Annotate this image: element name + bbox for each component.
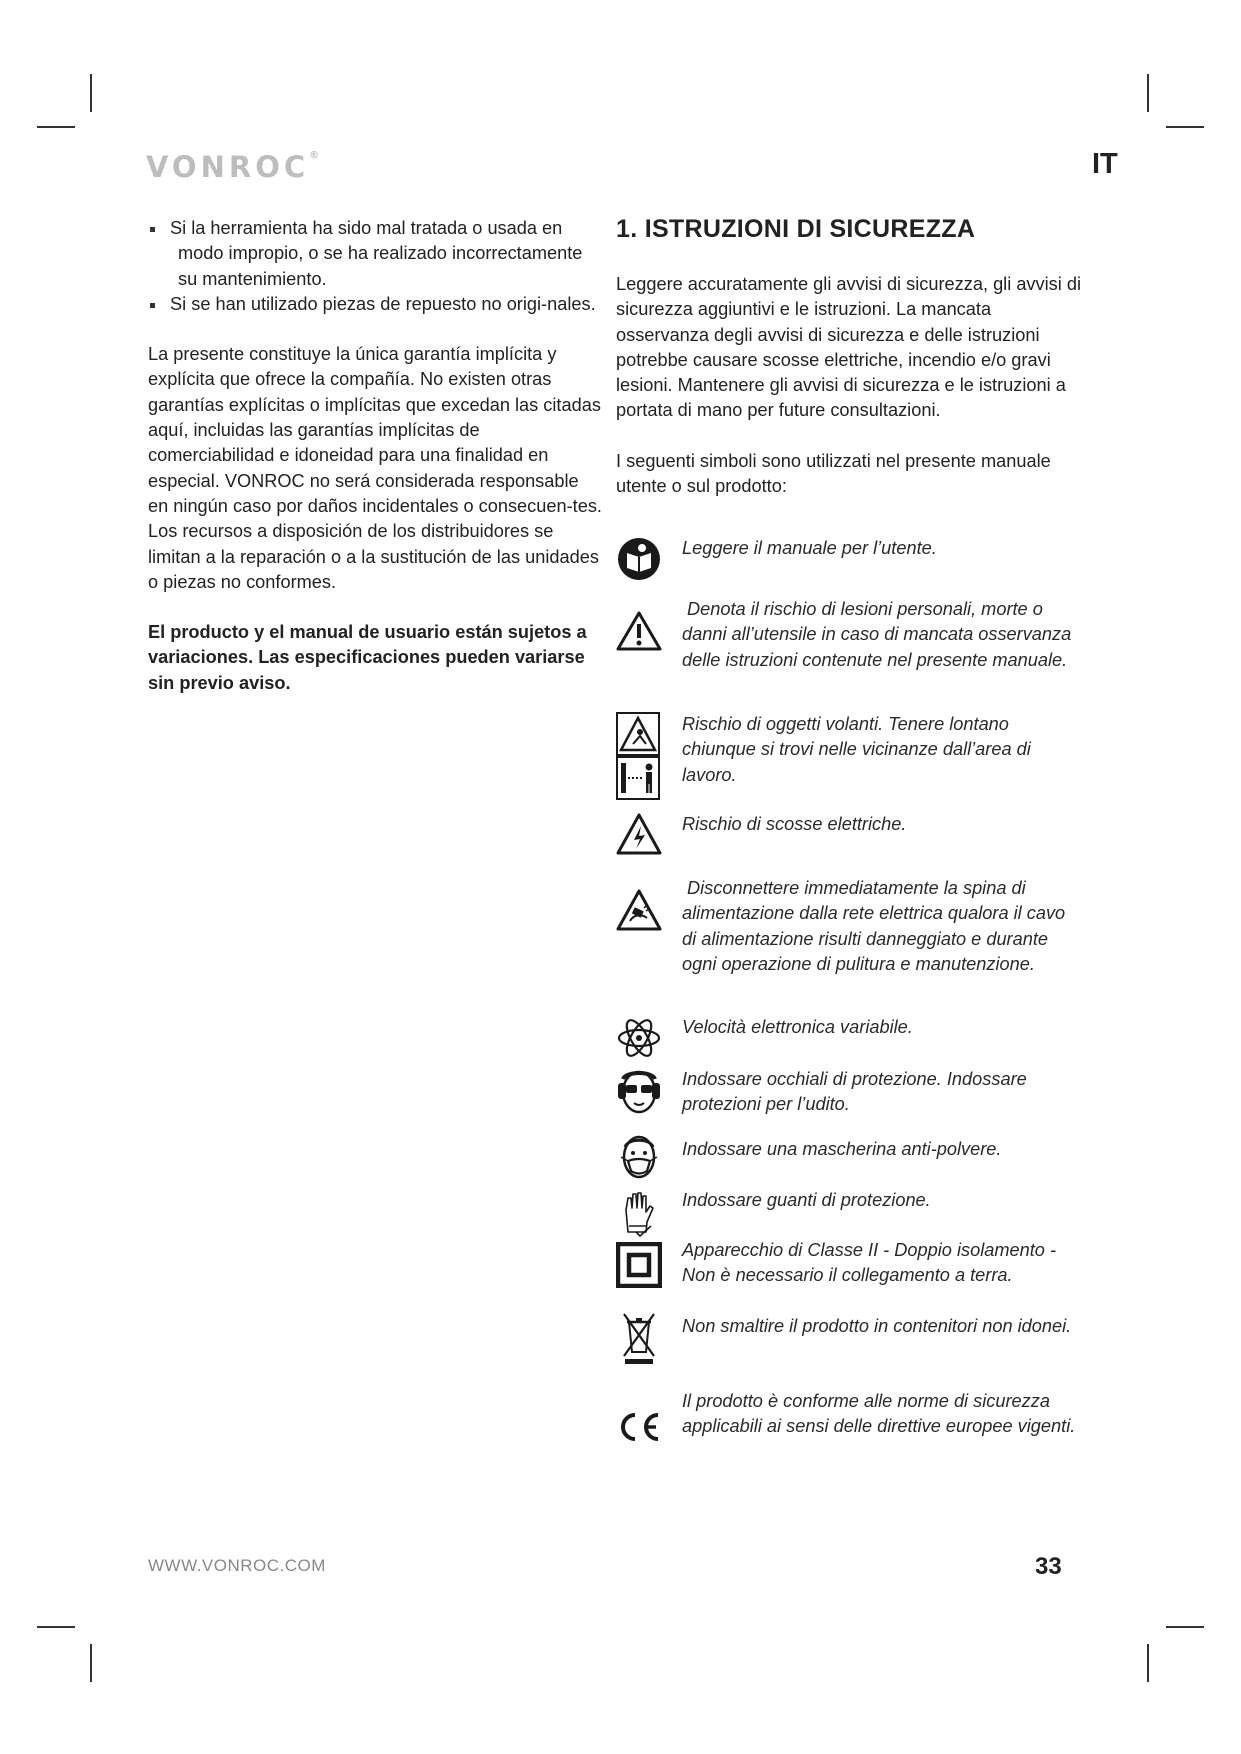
symbols-intro: I seguenti simboli sono utilizzati nel presente manuale utente o sul prodotto: <box>616 450 1051 497</box>
symbol-row <box>616 1314 1086 1378</box>
unplug-icon <box>616 888 662 932</box>
brand-name: VONROC <box>146 150 310 184</box>
symbol-text: Denota il rischio di lesioni personali, morte o danni all’utensile in caso di mancata osservanza delle istruzioni contenute nel presente manuale. <box>682 599 1072 670</box>
ce-mark-icon <box>616 1411 662 1443</box>
brand-trademark: ® <box>309 150 320 161</box>
symbol-text: Rischio di scosse elettriche. <box>682 814 907 834</box>
crop-mark <box>90 74 92 112</box>
symbol-row <box>616 1188 1086 1240</box>
warranty-paragraph: La presente constituye la única garantía implícita y explícita que ofrece la compañía. No existen otras garantías explícitas o implícitas que excedan las citadas aquí, incluidas las garantías implícitas de comerciabilidad e idoneidad para una finalidad en especial. VONROC no será considerada responsable en ningún caso por daños incidentales o consecuen-tes. Los recursos a disposición de los distribuidores se limitan a la reparación o a la sustitución de las unidades o piezas no conformes. <box>148 344 602 592</box>
warranty-exclusions-list <box>148 216 603 317</box>
symbol-row <box>616 536 1086 586</box>
crop-mark <box>1166 126 1204 128</box>
gloves-icon <box>616 1188 662 1238</box>
section-heading: 1. ISTRUZIONI DI SICUREZZA <box>616 215 976 243</box>
symbol-text: Leggere il manuale per l’utente. <box>682 538 937 558</box>
read-manual-icon <box>616 536 662 582</box>
footer-url: WWW.VONROC.COM <box>148 1556 326 1575</box>
list-item: Si se han utilizado piezas de repuesto no origi-nales. <box>148 292 603 317</box>
notice-paragraph: El producto y el manual de usuario están sujetos a variaciones. Las especificaciones pueden variarse sin previo aviso. <box>148 622 587 693</box>
warning-triangle-icon <box>616 610 662 652</box>
symbol-row <box>616 1389 1086 1469</box>
symbol-text: Indossare occhiali di protezione. Indossare protezioni per l’udito. <box>682 1069 1027 1115</box>
page-number: 33 <box>1035 1553 1062 1580</box>
crop-mark <box>37 1626 75 1628</box>
symbol-row <box>616 876 1086 1002</box>
symbol-row <box>616 597 1086 699</box>
symbol-text: Velocità elettronica variabile. <box>682 1017 913 1037</box>
list-item: Si la herramienta ha sido mal tratada o usada en modo impropio, o se ha realizado incorrectamente su mantenimiento. <box>148 216 603 292</box>
symbol-text: Indossare guanti di protezione. <box>682 1190 931 1210</box>
symbol-text: Indossare una mascherina anti-polvere. <box>682 1139 1002 1159</box>
symbol-text: Il prodotto è conforme alle norme di sicurezza applicabili ai sensi delle direttive europee vigenti. <box>682 1391 1076 1437</box>
crop-mark <box>1147 1644 1149 1682</box>
symbol-row <box>616 712 1086 796</box>
symbol-row <box>616 1137 1086 1187</box>
variable-speed-icon <box>616 1015 662 1061</box>
left-column <box>148 216 603 696</box>
dust-mask-icon <box>616 1133 662 1181</box>
symbol-text: Disconnettere immediatamente la spina di alimentazione dalla rete elettrica qualora il cavo di alimentazione risulti danneggiato e durante ogni operazione di pulitura e manutenzione. <box>682 878 1066 974</box>
symbol-text: Apparecchio di Classe II - Doppio isolamento - Non è necessario il collegamento a terra. <box>682 1240 1057 1286</box>
electric-shock-icon <box>616 812 662 856</box>
flying-objects-icon <box>616 712 662 800</box>
crop-mark <box>37 126 75 128</box>
intro-paragraph: Leggere accuratamente gli avvisi di sicurezza, gli avvisi di sicurezza aggiuntivi e le istruzioni. La mancata osservanza degli avvisi di sicurezza e delle istruzioni potrebbe causare scosse elettriche, incendio e/o gravi lesioni. Mantenere gli avvisi di sicurezza e le istruzioni a portata di mano per future consultazioni. <box>616 274 1082 421</box>
symbol-text: Non smaltire il prodotto in contenitori non idonei. <box>682 1316 1072 1336</box>
symbol-row <box>616 1015 1086 1065</box>
crop-mark <box>1147 74 1149 112</box>
eye-ear-protection-icon <box>616 1067 662 1115</box>
symbol-text: Rischio di oggetti volanti. Tenere lontano chiunque si trovi nelle vicinanze dall’area di lavoro. <box>682 714 1031 785</box>
symbol-row <box>616 1067 1086 1123</box>
right-column <box>616 214 1086 499</box>
weee-bin-icon <box>616 1310 662 1366</box>
class-ii-icon <box>616 1242 662 1288</box>
symbol-row <box>616 1238 1086 1302</box>
crop-mark <box>90 1644 92 1682</box>
symbol-row <box>616 812 1086 862</box>
crop-mark <box>1166 1626 1204 1628</box>
language-code: IT <box>1092 148 1118 180</box>
brand-logo <box>146 150 319 184</box>
